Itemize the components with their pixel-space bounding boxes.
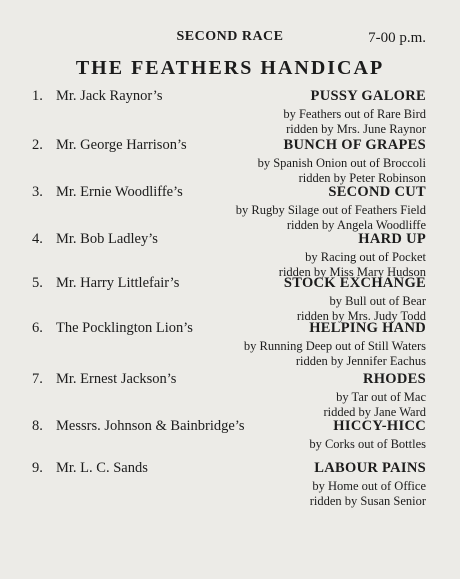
entry-horse: HELPING HAND xyxy=(309,320,426,336)
entry-number: 3. xyxy=(32,184,43,200)
entry-rider: ridden by Mrs. Judy Todd xyxy=(296,309,426,323)
entry-number: 9. xyxy=(32,460,43,476)
entry-breeding: by Spanish Onion out of Broccoli xyxy=(257,156,426,170)
entry-owner: Mr. Harry Littlefair’s xyxy=(56,275,180,291)
entry-breeding: by Rugby Silage out of Feathers Field xyxy=(235,203,426,217)
entry-rider: ridded by Jane Ward xyxy=(323,405,426,419)
entry-rider: ridden by Jennifer Eachus xyxy=(295,354,426,368)
entry-horse: RHODES xyxy=(362,371,426,387)
entry-horse: PUSSY GALORE xyxy=(310,88,426,104)
entry-number: 8. xyxy=(32,418,43,434)
entry-owner: Mr. George Harrison’s xyxy=(56,137,187,153)
entry-number: 1. xyxy=(32,88,43,104)
entry-breeding: by Home out of Office xyxy=(312,479,426,493)
entry-number: 2. xyxy=(32,137,43,153)
race-label: SECOND RACE xyxy=(176,29,284,44)
entry-rider: ridden by Susan Senior xyxy=(309,494,426,508)
entry-owner: Mr. Ernest Jackson’s xyxy=(56,371,177,387)
entry-rider: ridden by Angela Woodliffe xyxy=(286,218,426,232)
entry-owner: Mr. Jack Raynor’s xyxy=(56,88,163,104)
entry-breeding: by Bull out of Bear xyxy=(329,294,426,308)
entry-owner: Mr. Ernie Woodliffe’s xyxy=(56,184,183,200)
entry-horse: STOCK EXCHANGE xyxy=(283,275,426,291)
entry-breeding: by Running Deep out of Still Waters xyxy=(243,339,426,353)
entry-number: 4. xyxy=(32,231,43,247)
entry-horse: HICCY-HICC xyxy=(333,418,426,434)
entry-rider: ridden by Miss Mary Hudson xyxy=(278,265,426,279)
entry-number: 6. xyxy=(32,320,43,336)
entry-owner: Messrs. Johnson & Bainbridge’s xyxy=(56,418,245,434)
entry-owner: Mr. L. C. Sands xyxy=(56,460,148,476)
entry-rider: ridden by Peter Robinson xyxy=(298,171,426,185)
race-title: THE FEATHERS HANDICAP xyxy=(75,57,385,79)
entry-number: 7. xyxy=(32,371,43,387)
entry-breeding: by Racing out of Pocket xyxy=(305,250,426,264)
entry-breeding: by Tar out of Mac xyxy=(336,390,426,404)
entry-owner: Mr. Bob Ladley’s xyxy=(56,231,158,247)
entry-rider: ridden by Mrs. June Raynor xyxy=(286,122,426,136)
race-time: 7-00 p.m. xyxy=(368,30,426,46)
entry-breeding: by Corks out of Bottles xyxy=(309,437,426,451)
entry-breeding: by Feathers out of Rare Bird xyxy=(283,107,426,121)
entry-horse: BUNCH OF GRAPES xyxy=(283,137,426,153)
entry-horse: LABOUR PAINS xyxy=(314,460,426,476)
entry-horse: SECOND CUT xyxy=(328,184,426,200)
entry-owner: The Pocklington Lion’s xyxy=(56,320,193,336)
entry-number: 5. xyxy=(32,275,43,291)
entry-horse: HARD UP xyxy=(358,231,426,247)
